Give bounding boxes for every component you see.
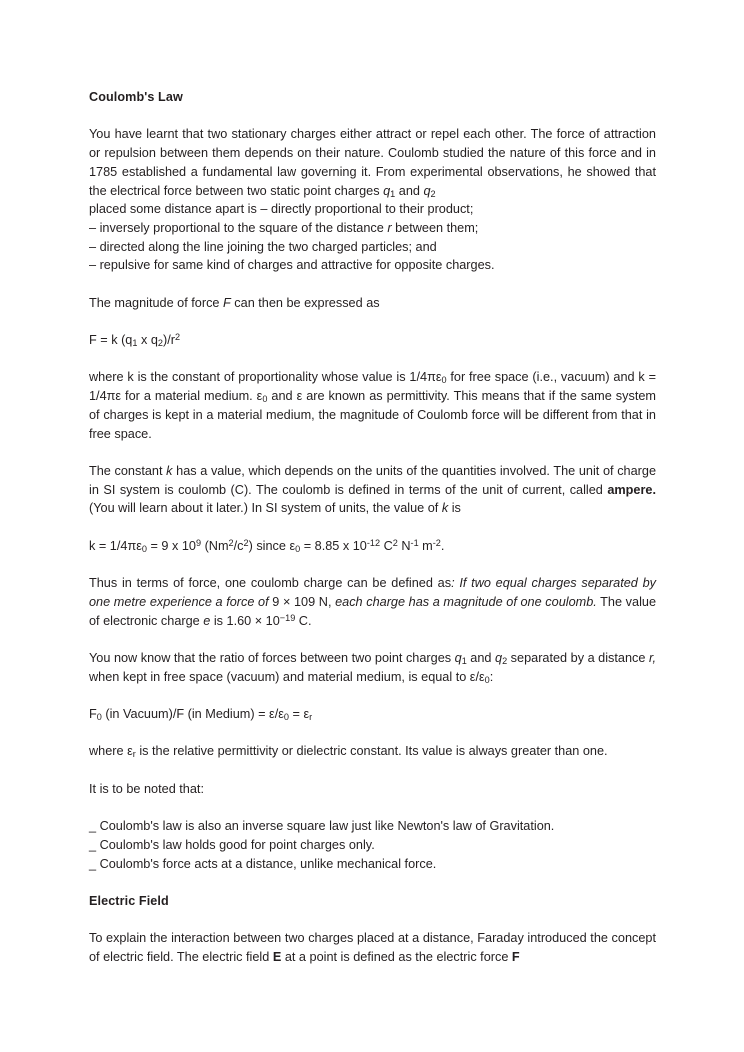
dash-item-3: – repulsive for same kind of charges and attractive for opposite charges. [89, 258, 495, 273]
ratio-text-c: when kept in free space (vacuum) and material medium, is equal to ε/ε [89, 669, 485, 684]
electric-field-e-symbol: E [272, 950, 282, 965]
formula-ratio-p1: F [89, 707, 97, 722]
definition-force-value: 9 × 109 N, [272, 594, 332, 609]
ratio-text-a: You now know that the ratio of forces between two point charges [89, 650, 455, 665]
ratio-epsilon-zero-subscript: 0 [484, 674, 490, 685]
formula-k-value [89, 537, 656, 556]
constant-k-text-b: has a value, which depends on the units of the quantities involved. The unit of charge in SI system is coulomb (C). The coulomb is defined in terms of the unit of current, called [89, 463, 657, 497]
where-er-text-b: is the relative permittivity or dielectric constant. Its value is always greater than one. [135, 744, 608, 759]
dash-item-1 [89, 219, 656, 238]
where-k-text-a: where k is the constant of proportionality whose value is 1/4πε [89, 370, 442, 385]
formula-k-p4: /c [233, 538, 244, 553]
paragraph-intro-cont [89, 200, 656, 219]
bullet-item-2 [89, 836, 656, 855]
bullet-item-2-text: Coulomb's law holds good for point charges only. [99, 837, 375, 852]
intro-text-2: placed some distance apart is – directly proportional to their product; [89, 202, 474, 217]
text-column [89, 88, 656, 967]
bullet-item-1 [89, 817, 656, 836]
heading-coulombs-law: Coulomb's Law [89, 90, 183, 104]
epsilon-zero-subscript-b: 0 [262, 394, 268, 405]
paragraph-noted-lead: It is to be noted that: [89, 781, 204, 796]
formula-k-s6: -12 [366, 537, 381, 548]
dash-item-1-lead: – inversely proportional to the square of the distance [89, 220, 388, 235]
formula-ratio-s2: 0 [283, 712, 289, 723]
charge-q1-symbol: q [383, 183, 391, 198]
thus-lead: Thus in terms of force, one coulomb charge can be defined as [89, 576, 452, 591]
formula-k-p2: = 9 x 10 [146, 538, 196, 553]
spacer [89, 312, 656, 331]
electronic-charge-lead: The value of electronic charge [89, 594, 656, 628]
formula-coulomb-force [89, 331, 656, 350]
definition-italic-1: : If two equal charges separated by one metre experience a force of [89, 576, 656, 609]
spacer [89, 555, 656, 574]
formula-k-s1: 0 [141, 543, 147, 554]
formula-k-p8: N [397, 538, 411, 553]
where-k-text-c: and ε are known as permittivity. This means that if the same system of charges is kept in a material medium, the magnitude of Coulomb force will be different from that in free space. [89, 389, 656, 441]
bullet-item-1-text: Coulomb's law is also an inverse square law just like Newton's law of Gravitation. [99, 819, 555, 834]
spacer [89, 630, 656, 649]
formula-k-s7: 2 [392, 537, 398, 548]
formula-ratio-s3: r [309, 712, 313, 723]
formula-k-s3: 2 [228, 537, 234, 548]
intro-conjunction: and [395, 183, 424, 198]
formula-k-p3: (Nm [201, 538, 229, 553]
formula-k-p7: C [380, 538, 393, 553]
paragraph-where-k [89, 368, 656, 443]
distance-r-symbol: r [387, 220, 392, 235]
electronic-charge-value: is 1.60 × 10 [210, 613, 280, 628]
ratio-text-d: : [489, 669, 494, 684]
spacer [89, 761, 656, 780]
electronic-charge-symbol: e [203, 613, 211, 628]
definition-italic-2: each charge has a magnitude of one coulomb. [331, 594, 597, 609]
spacer [89, 799, 656, 818]
spacer [89, 443, 656, 462]
bullet-item-3-text: Coulomb's force acts at a distance, unlike mechanical force. [99, 856, 437, 871]
magnitude-tail: can then be expressed as [230, 295, 380, 310]
bullet-item-3 [89, 855, 656, 874]
ratio-text-b: separated by a distance [507, 650, 649, 665]
epsilon-r-subscript: r [132, 749, 136, 760]
constant-k-symbol-2: k [441, 501, 449, 516]
electronic-charge-unit: C. [295, 613, 312, 628]
bullet-marker-icon: _ [89, 819, 97, 834]
formula-k-s4: 2 [243, 537, 249, 548]
formula-k-s5: 0 [295, 543, 301, 554]
charge-q2-subscript: 2 [430, 188, 436, 199]
electronic-charge-exponent: −19 [279, 612, 296, 623]
formula-force-exponent: 2 [174, 332, 181, 343]
electric-field-text-b: at a point is defined as the electric force [281, 950, 512, 965]
formula-force-tail: )/r [162, 333, 175, 348]
ratio-charge-q2-subscript: 2 [502, 655, 508, 666]
paragraph-magnitude [89, 294, 656, 313]
heading-electric-field: Electric Field [89, 894, 169, 909]
paragraph-ratio-of-forces [89, 649, 656, 686]
epsilon-zero-subscript-a: 0 [441, 375, 447, 386]
formula-k-s8: -1 [410, 537, 419, 548]
ratio-distance-symbol: r, [648, 650, 657, 665]
bullet-marker-icon: _ [89, 837, 97, 852]
spacer [89, 275, 656, 294]
dash-item-2: – directed along the line joining the two charged particles; and [89, 239, 437, 254]
paragraph-relative-permittivity [89, 742, 656, 761]
formula-k-p1: k = 1/4πε [89, 538, 142, 553]
formula-force-sub2: 2 [157, 338, 163, 349]
intro-text-1: You have learnt that two stationary charges either attract or repel each other. The force of attraction or repulsion between them depends on their nature. Coulomb studied the nature of this force and in 1785 established a fundamental law governing it. From experimental observations, he showed that the electrical force between two static point charges [89, 127, 656, 198]
spacer [89, 873, 656, 892]
electric-field-text-a: To explain the interaction between two charges placed at a distance, Faraday introduced the concept of electric field. The electric field [89, 931, 656, 965]
formula-k-p9: m [418, 538, 433, 553]
spacer [89, 518, 656, 537]
paragraph-intro [89, 125, 656, 200]
paragraph-electric-field [89, 929, 656, 966]
where-k-text-b: for free space (i.e., vacuum) and k = 1/4πε for a material medium. ε [89, 370, 656, 404]
ratio-charge-q2-symbol: q [495, 650, 503, 665]
electric-force-f-symbol: F [511, 950, 520, 965]
ratio-charge-q1-subscript: 1 [461, 655, 467, 666]
where-er-text-a: where ε [89, 744, 133, 759]
formula-permittivity-ratio [89, 705, 656, 724]
spacer [89, 724, 656, 743]
paragraph-coulomb-definition [89, 574, 656, 630]
bullet-marker-icon: _ [89, 856, 97, 871]
formula-k-s2: 9 [195, 537, 202, 548]
formula-k-p10: . [440, 538, 445, 553]
magnitude-lead: The magnitude of force [89, 295, 223, 310]
charge-q1-subscript: 1 [390, 188, 396, 199]
constant-k-text-c: (You will learn about it later.) In SI system of units, the value of [89, 501, 442, 516]
formula-k-p6: = 8.85 x 10 [300, 538, 367, 553]
formula-ratio-s1: 0 [96, 712, 102, 723]
spacer [89, 107, 656, 126]
formula-force-mid: x q [137, 333, 158, 348]
charge-q2-symbol: q [423, 183, 431, 198]
constant-k-text-a: The constant [89, 463, 167, 478]
force-f-symbol: F [223, 295, 231, 310]
formula-force-sub1: 1 [132, 338, 138, 349]
ampere-bold-term: ampere. [607, 482, 656, 497]
spacer [89, 350, 656, 369]
formula-k-p5: ) since ε [248, 538, 296, 553]
dash-item-1-tail: between them; [391, 220, 479, 235]
formula-ratio-p2: (in Vacuum)/F (in Medium) = ε/ε [101, 707, 284, 722]
constant-k-text-d: is [448, 501, 461, 516]
ratio-conjunction: and [466, 650, 496, 665]
ratio-charge-q1-symbol: q [454, 650, 462, 665]
formula-k-s9: -2 [432, 537, 441, 548]
formula-force-lead: F = k (q [89, 333, 133, 348]
spacer [89, 911, 656, 930]
constant-k-symbol-1: k [166, 463, 173, 478]
spacer [89, 686, 656, 705]
formula-ratio-p3: = ε [288, 707, 310, 722]
paragraph-constant-k [89, 462, 656, 518]
